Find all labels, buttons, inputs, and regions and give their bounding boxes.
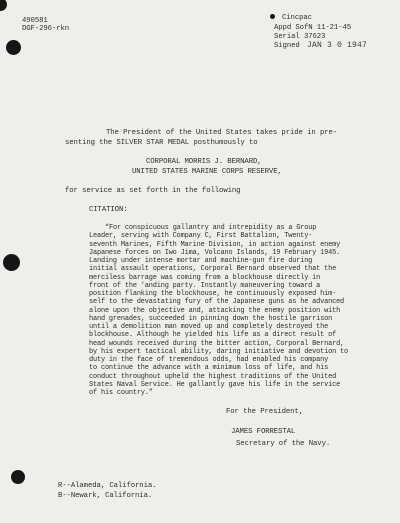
citation-line: position flanking the blockhouse, he continuously exposed him- xyxy=(89,290,337,298)
signed-date-stamp: JAN 3 0 1947 xyxy=(307,41,368,50)
signer-title: Secretary of the Navy. xyxy=(236,440,331,448)
citation-heading: CITATION: xyxy=(89,206,128,214)
service-line: for service as set forth in the following xyxy=(65,187,241,195)
signed-label: Signed xyxy=(274,42,300,50)
for-the-president: For the President, xyxy=(226,408,304,416)
distribution-line-1: R--Alameda, California. xyxy=(58,482,157,490)
office-line: Cincpac xyxy=(282,14,312,22)
punch-hole-lower xyxy=(11,470,25,484)
citation-text xyxy=(89,224,348,397)
citation-line: until a demolition man moved up and completely destroyed the xyxy=(89,323,329,331)
citation-line: Leader, serving with Company C, First Battalion, Twenty- xyxy=(89,232,313,241)
citation-line: Japanese forces on Iwo Jima, Volcano Islands, 19 February 1945. xyxy=(89,248,341,257)
citation-line: Landing under intense mortar and machine-gun fire during xyxy=(89,257,313,265)
citation-line: front of the 'anding party. Instantly maneuvering toward a xyxy=(89,281,321,290)
punch-hole-middle xyxy=(3,254,20,271)
recipient-name: CORPORAL MORRIS J. BERNARD, xyxy=(146,158,262,166)
citation-line: blockhouse. Although he yielded his life as a direct result of xyxy=(89,331,337,340)
intro-line-2: senting the SILVER STAR MEDAL posthumously to xyxy=(65,139,258,147)
citation-line: to continue the advance with a minimum loss of life, and his xyxy=(89,364,329,373)
citation-line: States Naval Service. He gallantly gave his life in the service xyxy=(89,380,341,389)
citation-line: self to the devastating fury of the Japanese guns as he advanced xyxy=(89,298,345,307)
distribution-line-2: B--Newark, California. xyxy=(58,492,153,500)
citation-line: conduct throughout upheld the highest traditions of the United xyxy=(89,372,337,381)
recipient-unit: UNITED STATES MARINE CORPS RESERVE, xyxy=(132,168,282,176)
approval-line: Appd SofN 11-21-45 xyxy=(274,24,352,32)
citation-line: of his country.” xyxy=(89,389,153,397)
citation-line: “For conspicuous gallantry and intrepidity as a Group xyxy=(105,224,317,232)
citation-line: duty in the face of tremendous odds, had enabled his company xyxy=(89,356,329,364)
intro-line-1: The President of the United States takes pride in pre- xyxy=(106,129,338,137)
citation-line: hand grenades, succeeded in pinning down the hostile garrison xyxy=(89,314,333,323)
citation-line: alone upon the objective and, attacking the enemy position with xyxy=(89,306,341,315)
citation-line: merciless barrage was coming from a blockhouse directly in xyxy=(89,273,321,282)
signer-name: JAMES FORRESTAL xyxy=(231,428,296,436)
punch-hole-upper xyxy=(6,40,21,55)
citation-line: seventh Marines, Fifth Marine Division, in action against enemy xyxy=(89,240,341,249)
citation-line: head wounds received during the bitter action, Corporal Bernard, xyxy=(89,339,345,348)
citation-line: by his expert tactical ability, daring initiative and devotion to xyxy=(89,347,349,356)
punch-hole-stray xyxy=(270,14,275,19)
serial-line: Serial 37623 xyxy=(274,33,326,41)
reference-code: DGF-296-rkn xyxy=(22,25,70,33)
punch-hole-top xyxy=(0,0,7,11)
file-number: 490581 xyxy=(22,17,48,25)
citation-line: initial assault operations, Corporal Bernard observed that the xyxy=(89,265,337,274)
